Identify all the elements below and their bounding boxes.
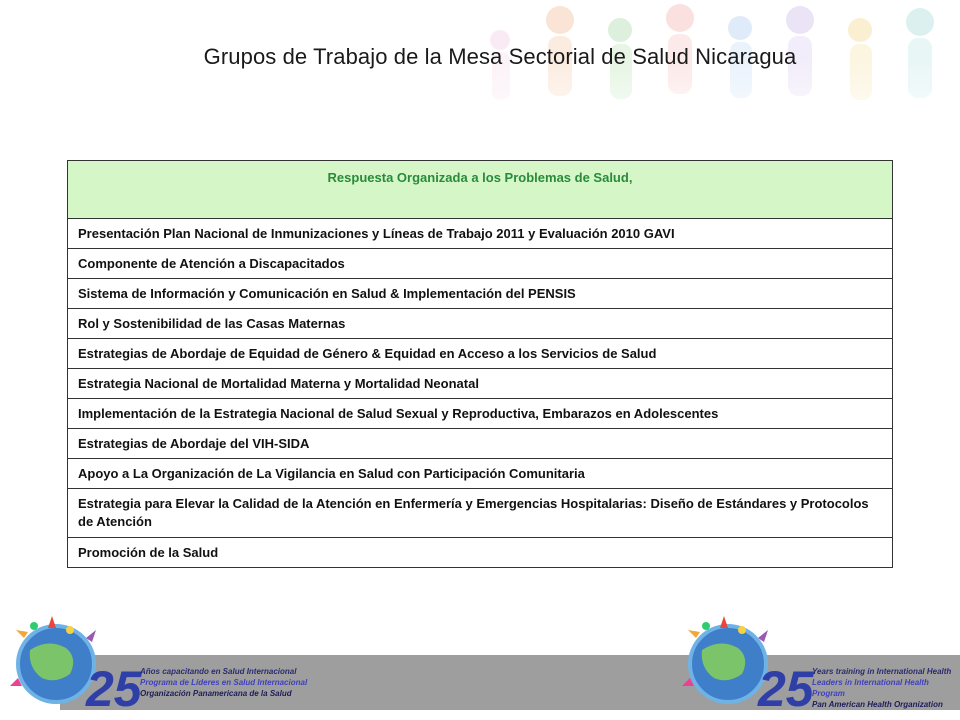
table-row	[68, 279, 893, 309]
table-row	[68, 339, 893, 369]
footer-right-line2: Leaders in International Health Program	[812, 678, 929, 698]
globe-icon	[10, 616, 96, 702]
table-cell: Estrategia para Elevar la Calidad de la Atención en Enfermería y Emergencias Hospitalarias: Diseño de Estándares y Protocolos de Atención	[68, 489, 893, 538]
table-cell: Promoción de la Salud	[68, 538, 893, 568]
table-row	[68, 249, 893, 279]
table-row	[68, 309, 893, 339]
table-row	[68, 489, 893, 538]
table-cell: Estrategia Nacional de Mortalidad Materna y Mortalidad Neonatal	[68, 369, 893, 399]
footer-left-line2: Programa de Líderes en Salud Internacional	[140, 678, 308, 687]
table-cell: Presentación Plan Nacional de Inmunizaciones y Líneas de Trabajo 2011 y Evaluación 2010 GAVI	[68, 219, 893, 249]
table-cell: Implementación de la Estrategia Nacional de Salud Sexual y Reproductiva, Embarazos en Adolescentes	[68, 399, 893, 429]
table-cell: Apoyo a La Organización de La Vigilancia en Salud con Participación Comunitaria	[68, 459, 893, 489]
anniversary-number-left: 25	[86, 661, 142, 712]
slide-title: Grupos de Trabajo de la Mesa Sectorial de Salud Nicaragua	[203, 44, 797, 69]
table-header-row	[68, 161, 893, 219]
table-header-cell: Respuesta Organizada a los Problemas de Salud,	[68, 161, 893, 219]
table-row	[68, 459, 893, 489]
table-row	[68, 369, 893, 399]
anniversary-logo-right	[680, 608, 830, 712]
table-row	[68, 219, 893, 249]
footer-right-line3: Pan American Health Organization	[812, 700, 943, 709]
table-cell: Estrategias de Abordaje de Equidad de Género & Equidad en Acceso a los Servicios de Salud	[68, 339, 893, 369]
footer-left-line3: Organización Panamericana de la Salud	[140, 689, 292, 698]
banner-decoration	[0, 0, 960, 150]
footer-text-left	[140, 666, 307, 699]
globe-icon	[682, 616, 768, 702]
table-cell: Estrategias de Abordaje del VIH-SIDA	[68, 429, 893, 459]
footer-right-line1: Years training in International Health	[812, 667, 952, 676]
table-cell: Rol y Sostenibilidad de las Casas Maternas	[68, 309, 893, 339]
anniversary-number-right: 25	[758, 661, 814, 712]
footer-left-line1: Años capacitando en Salud Internacional	[140, 667, 297, 676]
footer	[0, 600, 960, 720]
table-row	[68, 429, 893, 459]
footer-text-right	[812, 666, 960, 710]
working-groups-table	[67, 160, 893, 568]
table-row	[68, 538, 893, 568]
table-row	[68, 399, 893, 429]
table-cell: Componente de Atención a Discapacitados	[68, 249, 893, 279]
table-cell: Sistema de Información y Comunicación en Salud & Implementación del PENSIS	[68, 279, 893, 309]
anniversary-logo-left	[8, 608, 158, 712]
